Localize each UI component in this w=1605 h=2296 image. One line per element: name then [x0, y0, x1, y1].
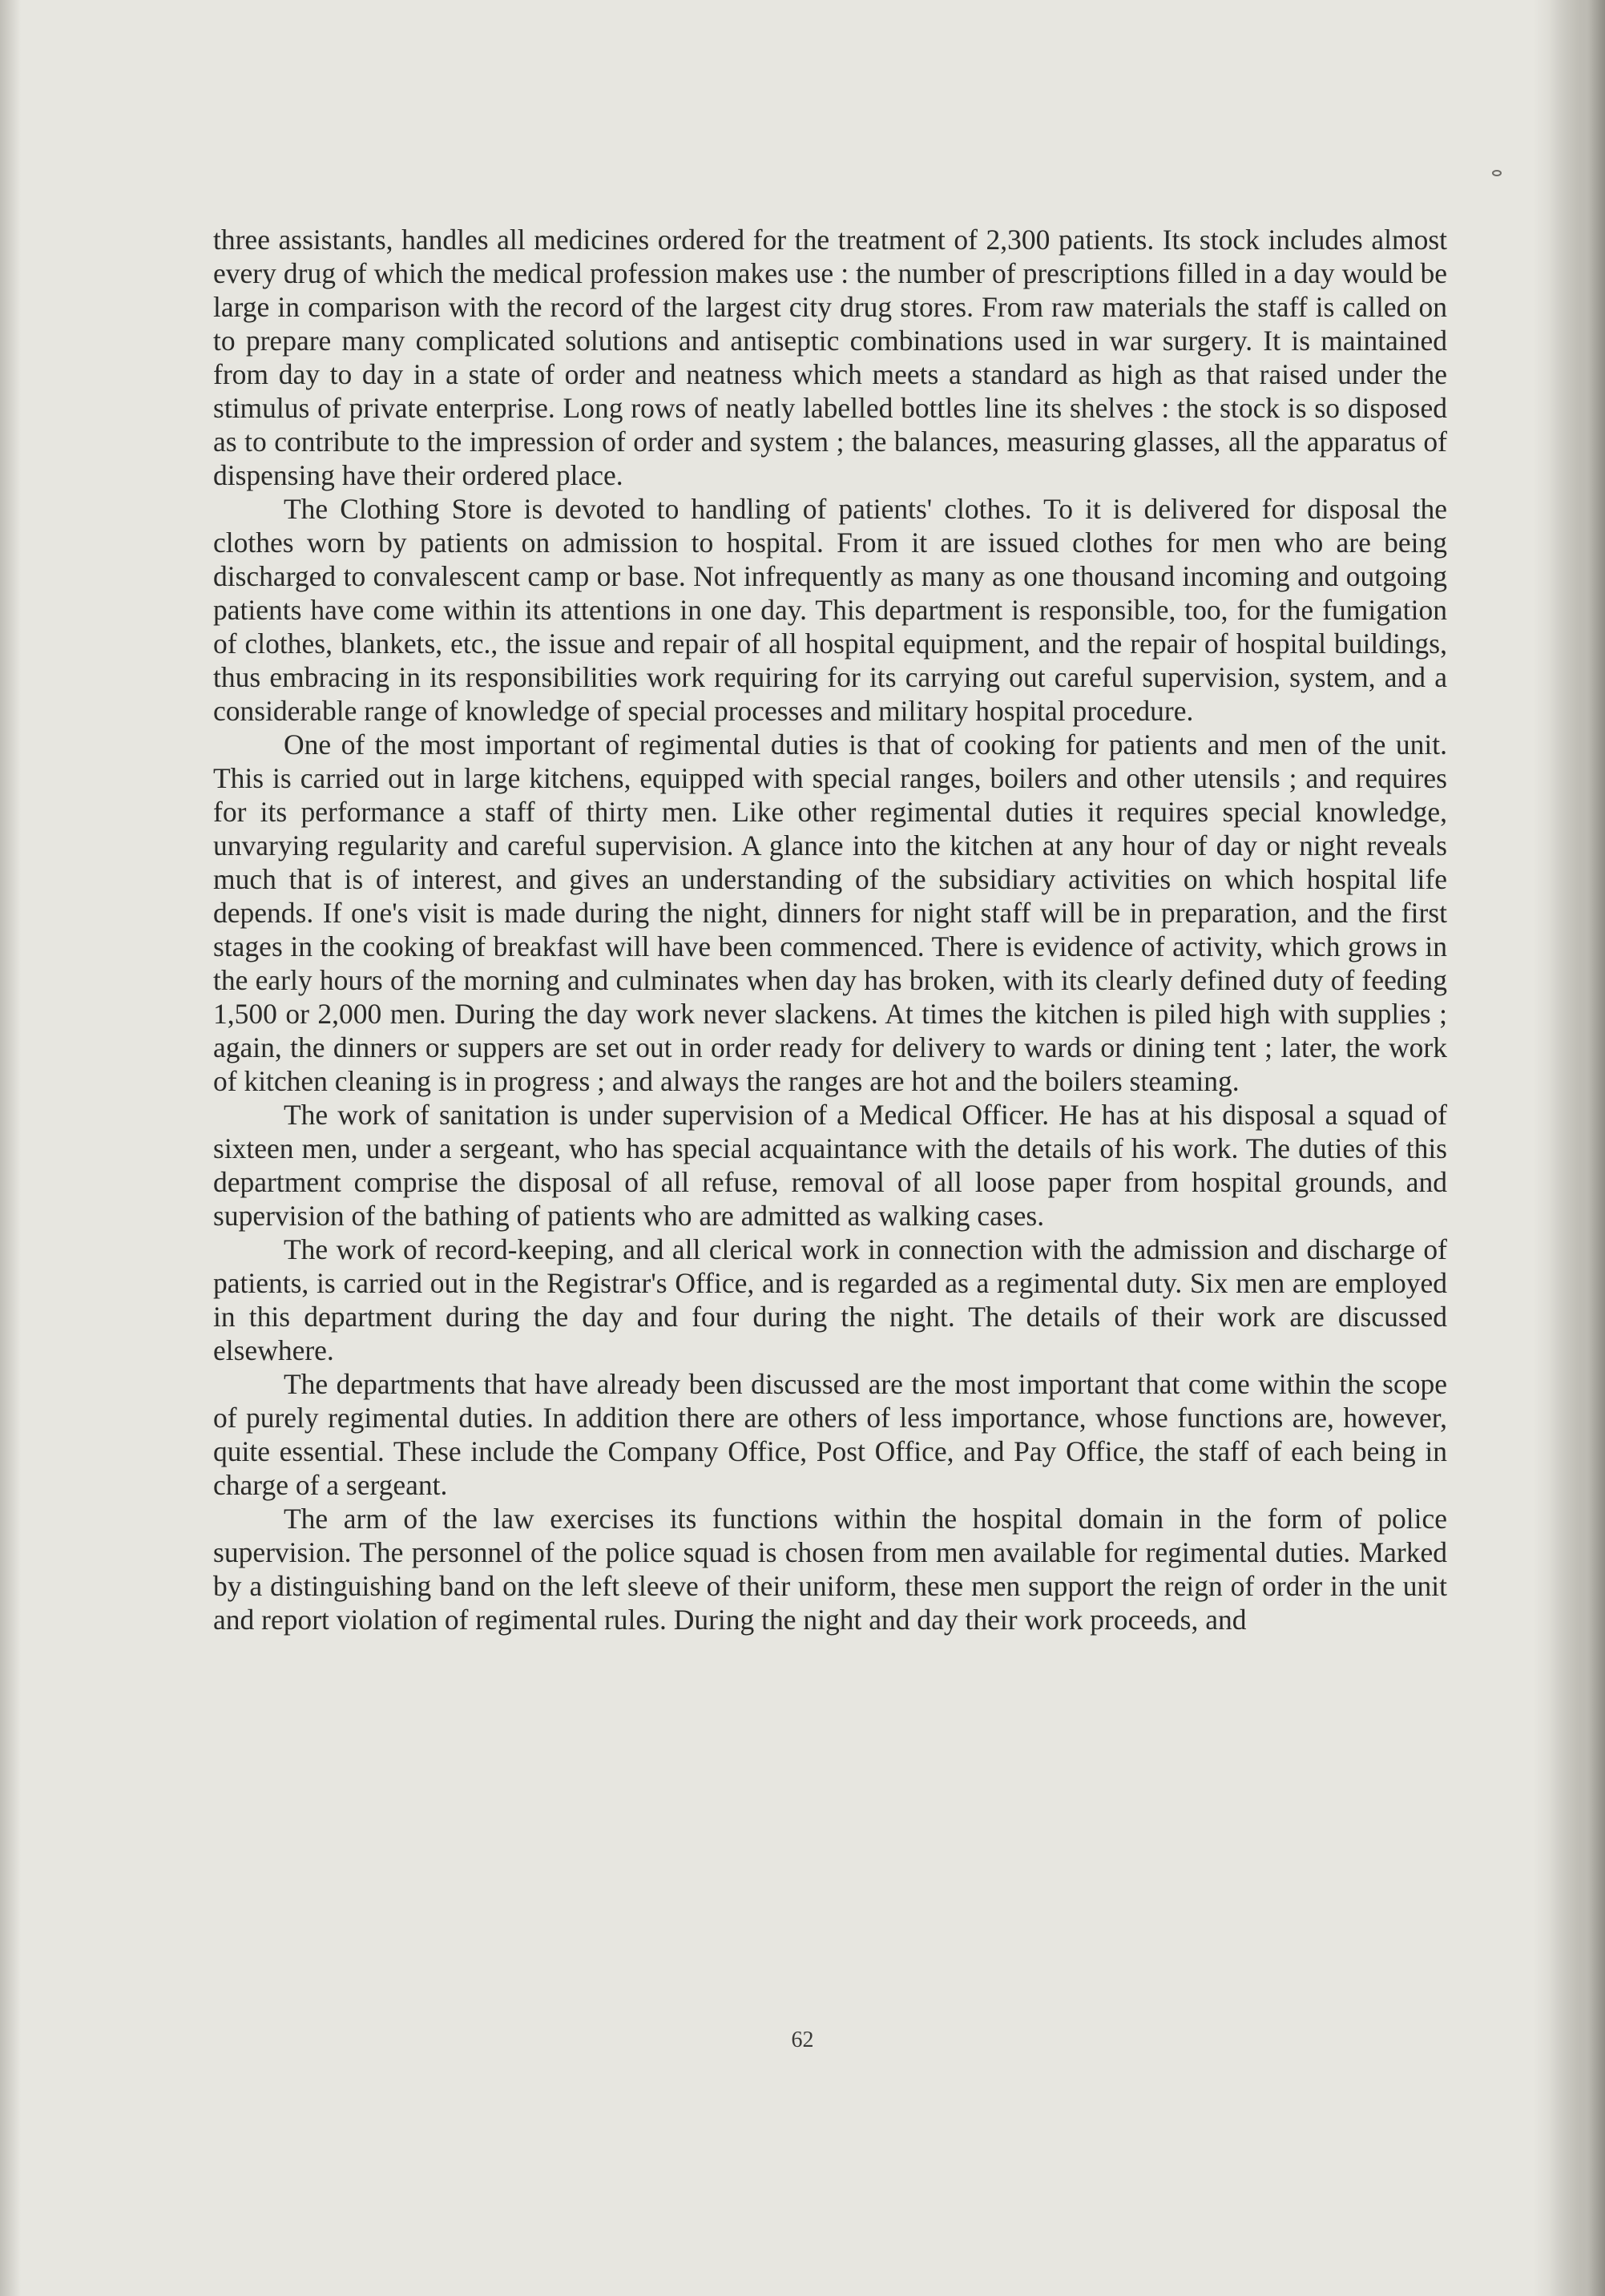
- paragraph-cooking: One of the most important of regimental duties is that of cooking for patients and men of the unit. This is carried out in large kitchens, equipped with special ranges, boilers and other utensils ; and requires for its performance a staff of thirty men. Like other regimental duties it requires special knowledge, unvarying regularity and careful supervision. A glance into the kitchen at any hour of day or night reveals much that is of interest, and gives an understanding of the subsidiary activities on which hospital life depends. If one's visit is made during the night, dinners for night staff will be in preparation, and the first stages in the cooking of breakfast will have been commenced. There is evidence of activity, which grows in the early hours of the morning and culminates when day has broken, with its clearly defined duty of feeding 1,500 or 2,000 men. During the day work never slackens. At times the kitchen is piled high with supplies ; again, the dinners or suppers are set out in order ready for delivery to wards or dining tent ; later, the work of kitchen cleaning is in progress ; and always the ranges are hot and the boilers steaming.: [213, 728, 1447, 1097]
- page-mark: [1492, 170, 1502, 176]
- paragraph-other-departments: The departments that have already been discussed are the most important that come within the scope of purely regimental duties. In addition there are others of less importance, whose functions are, however, quite essential. These include the Company Office, Post Office, and Pay Office, the staff of each being in charge of a sergeant.: [213, 1368, 1447, 1501]
- paragraph-record-keeping: The work of record-keeping, and all clerical work in connection with the admission and discharge of patients, is carried out in the Registrar's Office, and is regarded as a regimental duty. Six men are employed in this department during the day and four during the night. The details of their work are discussed elsewhere.: [213, 1233, 1447, 1366]
- body-text: [213, 223, 1447, 1636]
- page-number: 62: [791, 2028, 814, 2052]
- paragraph-dispensary: three assistants, handles all medicines ordered for the treatment of 2,300 patients. Its stock includes almost every drug of which the medical profession makes use : the number of prescriptions filled in a day would be large in comparison with the record of the largest city drug stores. From raw materials the staff is called on to prepare many complicated solutions and antiseptic combinations used in war surgery. It is maintained from day to day in a state of order and neatness which meets a standard as high as that raised under the stimulus of private enterprise. Long rows of neatly labelled bottles line its shelves : the stock is so disposed as to contribute to the impression of order and system ; the balances, measuring glasses, all the apparatus of dispensing have their ordered place.: [213, 224, 1447, 491]
- paragraph-sanitation: The work of sanitation is under supervision of a Medical Officer. He has at his disposal a squad of sixteen men, under a sergeant, who has special acquaintance with the details of his work. The duties of this department comprise the disposal of all refuse, removal of all loose paper from hospital grounds, and supervision of the bathing of patients who are admitted as walking cases.: [213, 1099, 1447, 1232]
- book-spine-shadow: [1549, 0, 1605, 2296]
- paragraph-police: The arm of the law exercises its functions within the hospital domain in the form of police supervision. The personnel of the police squad is chosen from men available for regimental duties. Marked by a distinguishing band on the left sleeve of their uniform, these men support the reign of order in the unit and report violation of regimental rules. During the night and day their work proceeds, and: [213, 1503, 1447, 1636]
- paragraph-clothing-store: The Clothing Store is devoted to handling of patients' clothes. To it is delivered for disposal the clothes worn by patients on admission to hospital. From it are issued clothes for men who are being discharged to convalescent camp or base. Not infrequently as many as one thousand incoming and outgoing patients have come within its attentions in one day. This department is responsible, too, for the fumigation of clothes, blankets, etc., the issue and repair of all hospital equipment, and the repair of hospital buildings, thus embracing in its responsibilities work requiring for its carrying out careful supervision, system, and a considerable range of knowledge of special processes and military hospital procedure.: [213, 493, 1447, 727]
